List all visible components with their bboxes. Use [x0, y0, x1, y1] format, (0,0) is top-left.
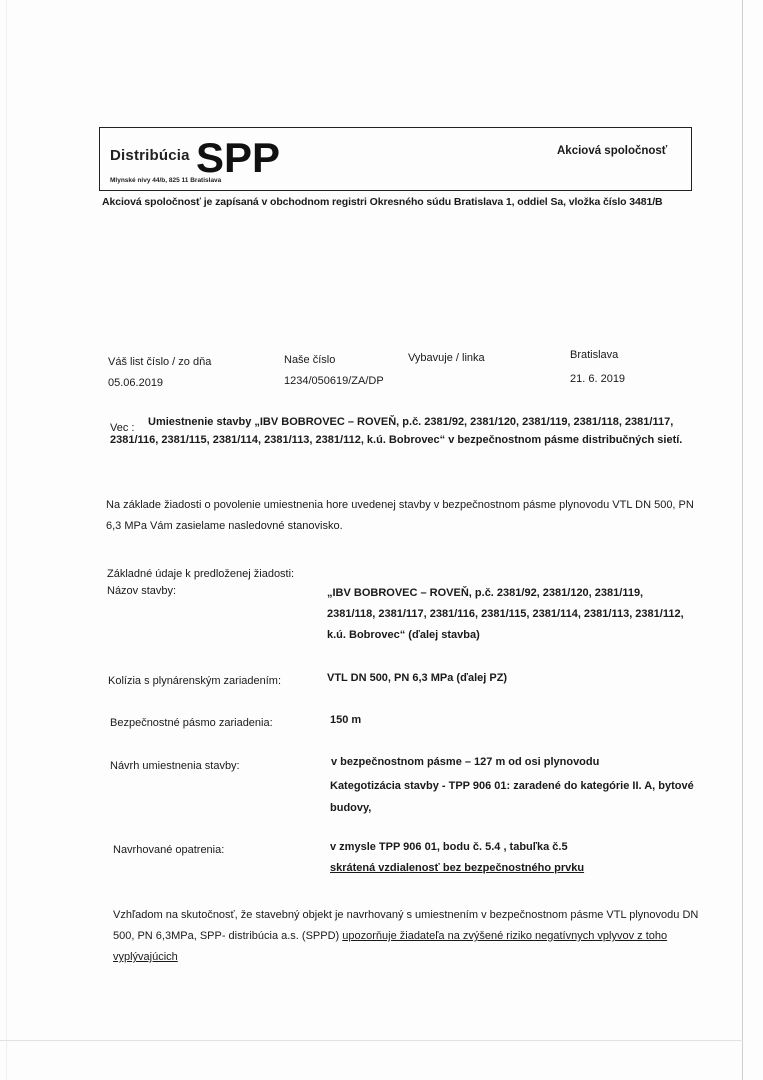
closing-paragraph: [113, 905, 701, 968]
your-letter-value: 05.06.2019: [108, 377, 164, 389]
svg-text:SPP: SPP: [196, 134, 280, 178]
logo-text: Distribúcia: [110, 147, 190, 164]
company-logo: [110, 134, 280, 188]
closing-warning: upozorňuje žiadateľa na zvýšené riziko negatívnych vplyvov z toho vyplývajúcich: [113, 930, 668, 963]
handled-by-label: Vybavuje / linka: [408, 352, 485, 364]
intro-paragraph: Na základe žiadosti o povolenie umiestnenia hore uvedenej stavby v bezpečnostnom pásme plynovodu VTL DN 500, PN 6,3 MPa Vám zasielame nasledovné stanovisko.: [106, 499, 694, 532]
safety-zone-value: 150 m: [330, 714, 362, 726]
our-number-value: 1234/050619/ZA/DP: [284, 375, 384, 387]
proposal-label: Návrh umiestnenia stavby:: [110, 760, 240, 772]
measures-label: Navrhované opatrenia:: [113, 844, 225, 856]
proposal-line2: Kategotizácia stavby - TPP 906 01: zaradené do kategórie II. A, bytové budovy,: [330, 780, 694, 814]
measures-line2: skrátená vzdialenosť bez bezpečnostného prvku: [330, 862, 585, 874]
details-heading: Základné údaje k predloženej žiadosti:: [107, 568, 295, 580]
collision-value: VTL DN 500, PN 6,3 MPa (ďalej PZ): [327, 672, 508, 684]
registry-line: Akciová spoločnosť je zapísaná v obchodnom registri Okresného súdu Bratislava 1, oddiel Sa, vložka číslo 3481/B: [102, 196, 663, 208]
subject-label: Vec :: [110, 422, 135, 434]
scan-edge-left: [6, 0, 7, 1080]
closing-text: Vzhľadom na skutočnosť, že stavebný objekt je navrhovaný s umiestnením v bezpečnostnom pásme VTL plynovodu DN 500, PN 6,3MPa, SPP- distribúcia a.s. (SPPD): [113, 909, 699, 942]
proposal-line1: v bezpečnostnom pásme – 127 m od osi plynovodu: [331, 756, 600, 768]
building-name-label: Názov stavby:: [107, 585, 177, 597]
scan-edge-bottom: [0, 1040, 743, 1041]
logo-address: Mlynské nivy 44/b, 825 11 Bratislava: [110, 177, 222, 184]
scan-edge-right: [742, 0, 743, 1080]
safety-zone-label: Bezpečnostné pásmo zariadenia:: [110, 717, 273, 729]
letter-date: 21. 6. 2019: [570, 373, 626, 385]
subject-text: Umiestnenie stavby „IBV BOBROVEC – ROVEŇ, p.č. 2381/92, 2381/120, 2381/119, 2381/118, 2381/117, 2381/116, 2381/115, 2381/114, 2381/113, 2381/112, k.ú. Bobrovec“ v bezpečnostnom pásme distribučných sietí.: [110, 416, 683, 446]
our-number-label: Naše číslo: [284, 354, 336, 366]
collision-label: Kolízia s plynárenským zariadením:: [108, 675, 282, 687]
measures-line1: v zmysle TPP 906 01, bodu č. 5.4 , tabuľka č.5: [330, 841, 568, 853]
spp-logo-icon: [196, 134, 280, 178]
your-letter-label: Váš list číslo / zo dňa: [108, 356, 212, 368]
building-name-value: „IBV BOBROVEC – ROVEŇ, p.č. 2381/92, 2381/120, 2381/119, 2381/118, 2381/117, 2381/116, 2381/115, 2381/114, 2381/113, 2381/112, k.ú. Bobrovec“ (ďalej stavba): [327, 587, 684, 641]
place: Bratislava: [570, 349, 619, 361]
company-type: Akciová spoločnosť: [557, 145, 668, 157]
